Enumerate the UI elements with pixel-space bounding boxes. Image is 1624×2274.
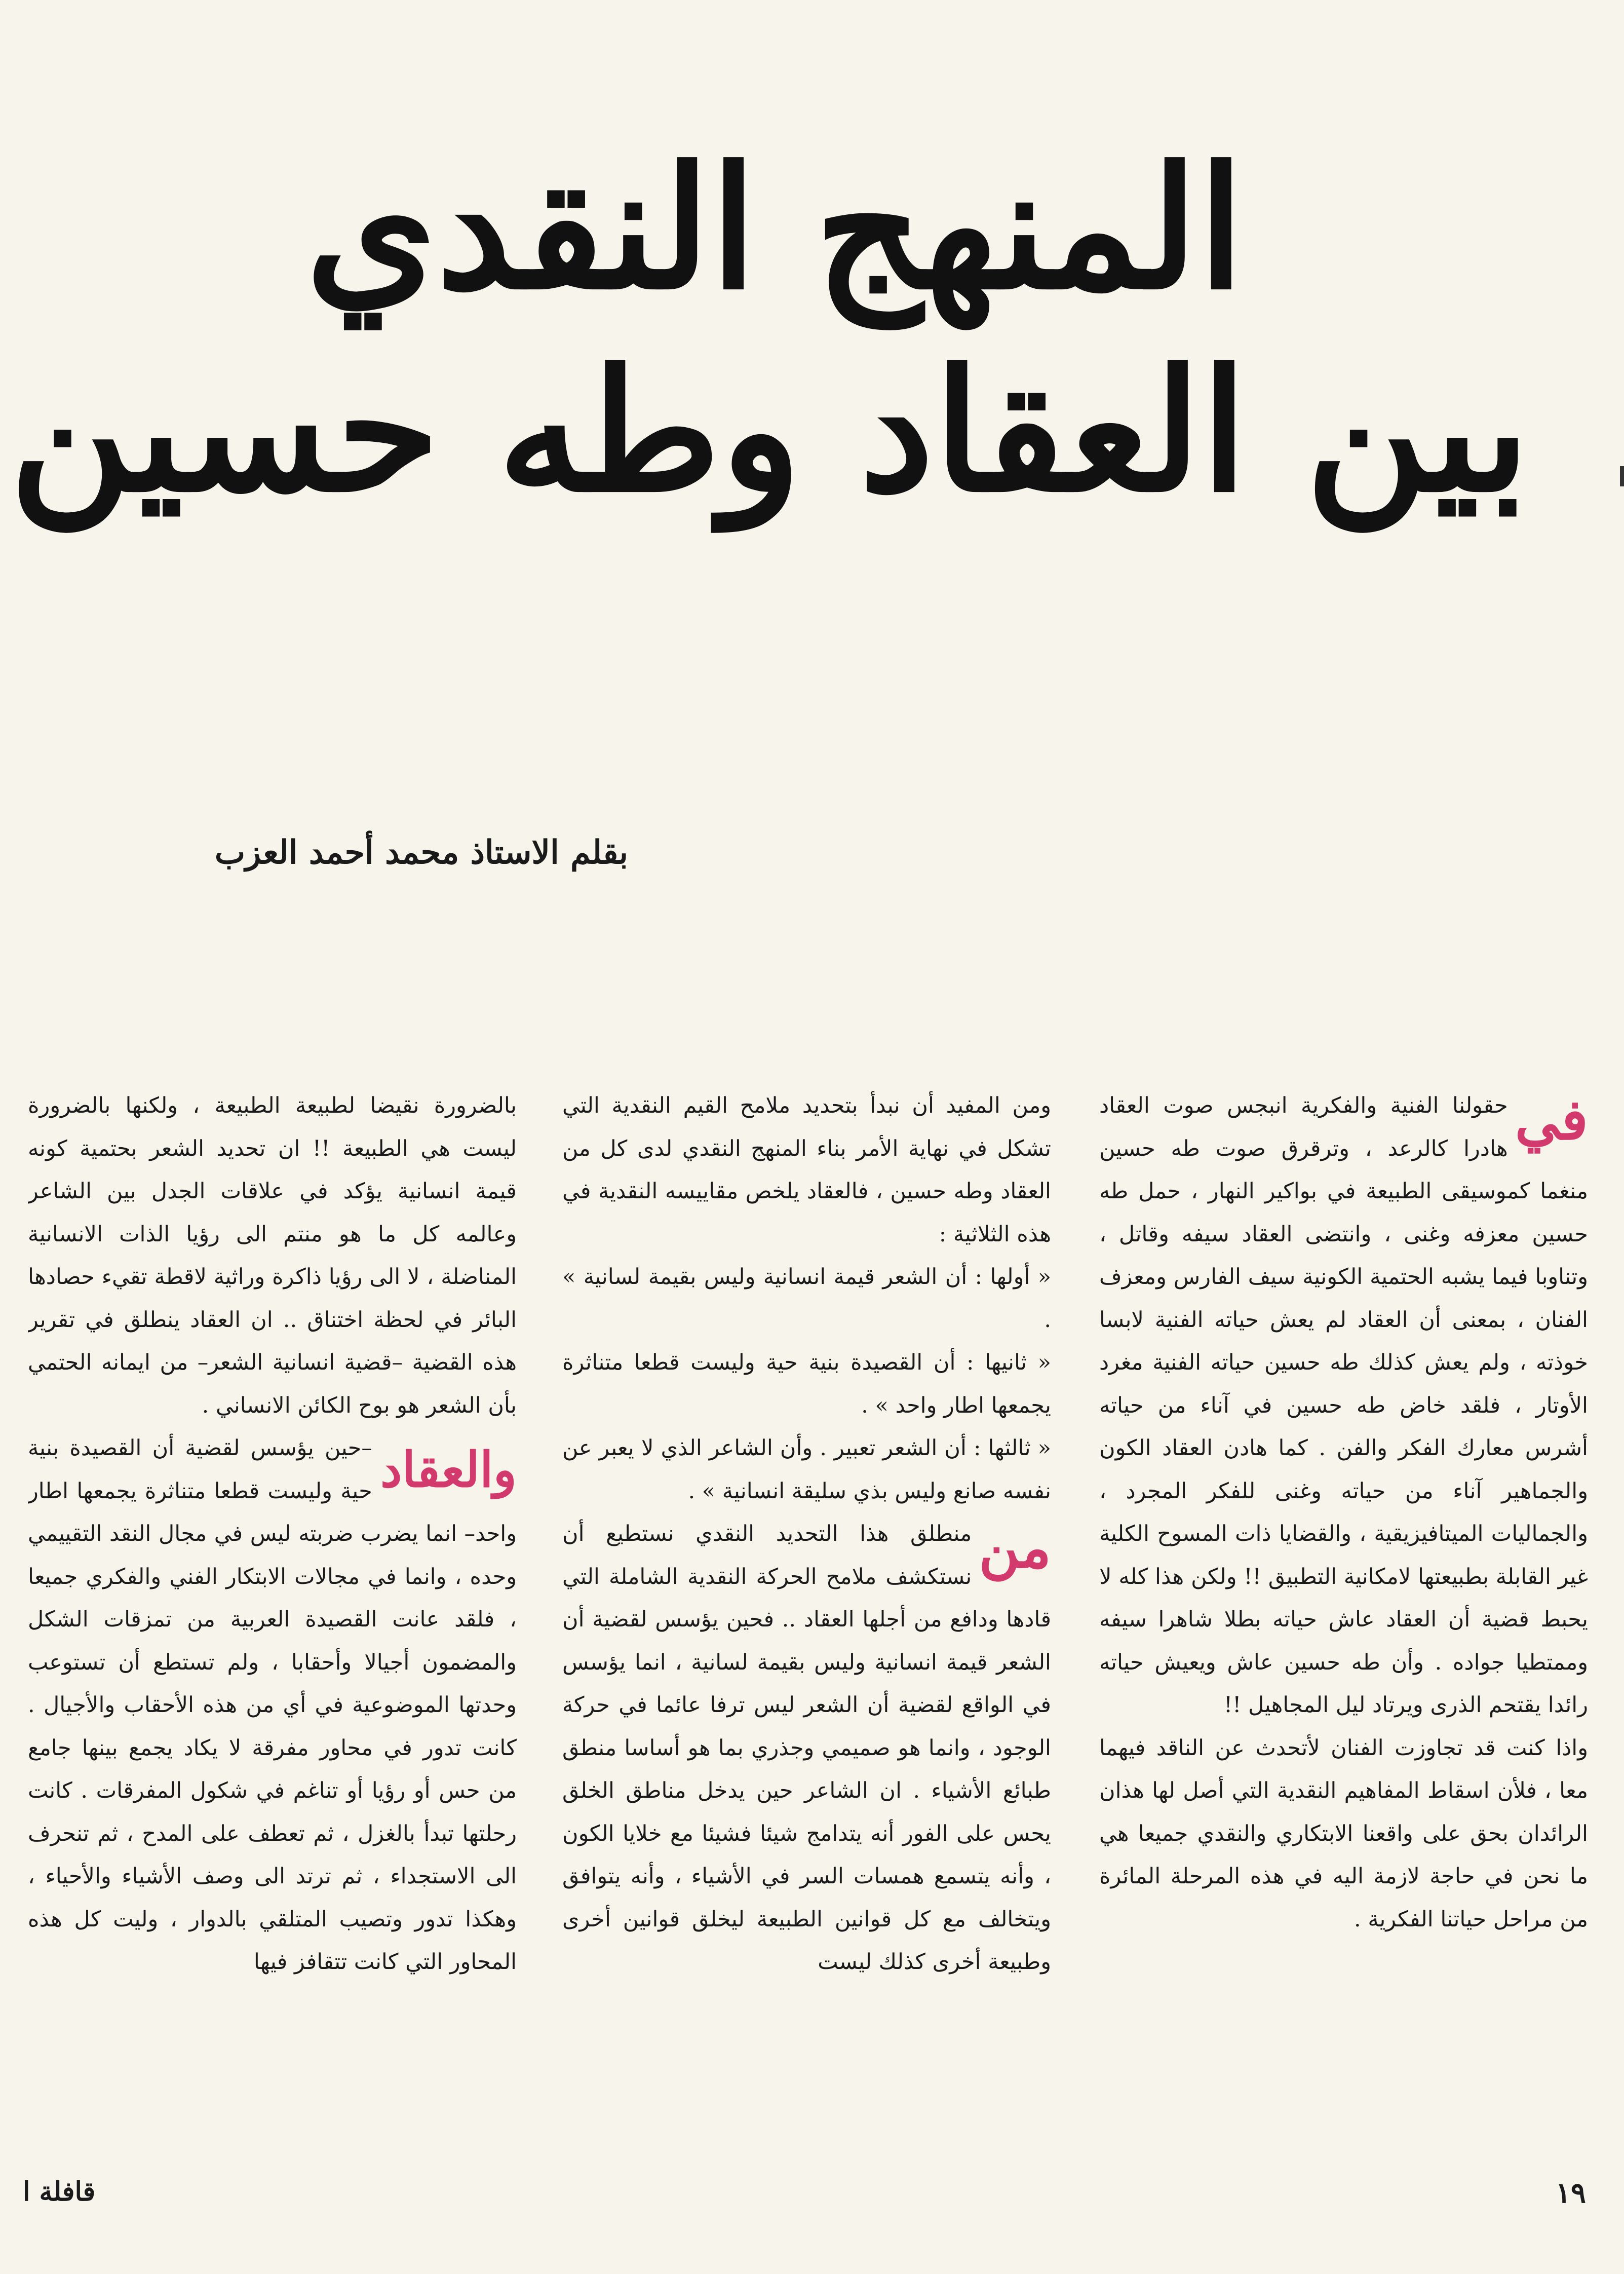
paragraph-text: –حين يؤسس لقضية أن القصيدة بنية حية وليست قطعا متناثرة يجمعها اطار واحد– انما يضرب ضربته ليس في مجال النقد التقييمي وحده ، وانما في مجالات الابتكار الفني والفكري جميعا ، فلقد عانت القصيدة العربية من تمزقات الشكل والمضمون أجيالا وأحقابا ، ولم تستطع أن تستوعب وحدتها الموضوعية في أي من هذه الأحقاب والأجيال . كانت تدور في محاور مفرقة لا يكاد يجمع بينها جامع من حس أو رؤيا أو تناغم في شكول المفرقات . كانت رحلتها تبدأ بالغزل ، ثم تعطف على المدح ، ثم تنحرف الى الاستجداء ، ثم ترتد الى وصف الأشياء والأحياء ، وهكذا تدور وتصيب المتلقي بالدوار ، وليت كل هذه المحاور التي كانت تتقافز فيها xyxy=(28,1435,517,1975)
paragraph-text: حقولنا الفنية والفكرية انبجس صوت العقاد هادرا كالرعد ، وترقرق صوت طه حسين منغما كموسيقى الطبيعة في بواكير النهار ، حمل طه حسين معزفه وغنى ، وانتضى العقاد سيفه وقاتل ، وتناوبا فيما يشبه الحتمية الكونية سيف الفارس ومعزف الفنان ، بمعنى أن العقاد لم يعش حياته الفنية لابسا خوذته ، ولم يعش كذلك طه حسين حياته الفنية مغرد الأوتار ، فلقد خاض طه حسين في آناء من حياته أشرس معارك الفكر والفن . كما هادن العقاد الكون والجماهير آناء من حياته وغنى للفكر المجرد ، والجماليات الميتافيزيقية ، والقضايا ذات المسوح الكلية غير القابلة بطبيعتها لامكانية التطبيق !! ولكن هذا كله لا يحبط قضية أن العقاد عاش حياته بطلا شاهرا سيفه وممتطيا جواده . وأن طه حسين عاش ويعيش حياته رائدا يقتحم الذرى ويرتاد ليل المجاهيل !! xyxy=(1099,1093,1588,1718)
magazine-name: قافلة ا xyxy=(23,2176,96,2207)
page-number: ١٩ xyxy=(1555,2176,1586,2210)
paragraph: واذا كنت قد تجاوزت الفنان لأتحدث عن الناقد فيهما معا ، فلأن اسقاط المفاهيم النقدية التي أصل لها هذان الرائدان بحق على واقعنا الابتكاري والنقدي جميعا هي ما نحن في حاجة لازمة اليه في هذه المرحلة المائرة من مراحل حياتنا الفكرية . xyxy=(1099,1735,1588,1932)
criteria-item-2: « ثانيها : أن القصيدة بنية حية وليست قطعا متناثرة يجمعها اطار واحد » . xyxy=(562,1350,1051,1418)
column-2 xyxy=(562,1084,1051,2128)
paragraph: ومن المفيد أن نبدأ بتحديد ملامح القيم النقدية التي تشكل في نهاية الأمر بناء المنهج النقدي لدى كل من العقاد وطه حسين ، فالعقاد يلخص مقاييسه النقدية في هذه الثلاثية : xyxy=(562,1093,1051,1247)
article-title xyxy=(9,127,1530,532)
edge-mark xyxy=(1620,466,1624,486)
criteria-item-1: « أولها : أن الشعر قيمة انسانية وليس بقيمة لسانية » . xyxy=(562,1264,1051,1333)
section-head: والعقاد xyxy=(380,1441,517,1498)
title-line-2: بين العقاد وطه حسين xyxy=(9,332,1530,529)
paragraph-text: منطلق هذا التحديد النقدي نستطيع أن نستكشف ملامح الحركة النقدية الشاملة التي قادها ودافع من أجلها العقاد .. فحين يؤسس لقضية أن الشعر قيمة انسانية وليس بقيمة لسانية ، انما يؤسس في الواقع لقضية أن الشعر ليس ترفا عائما في حركة الوجود ، وانما هو صميمي وجذري بما هو أساسا منطق طبائع الأشياء . ان الشاعر حين يدخل مناطق الخلق يحس على الفور أنه يتدامج شيئا فشيئا مع خلايا الكون ، وأنه يتسمع همسات السر في الأشياء ، وأنه يتوافق ويتخالف مع كل قوانين الطبيعة ليخلق قوانين أخرى وطبيعة أخرى كذلك ليست xyxy=(562,1521,1051,1975)
column-1 xyxy=(1099,1084,1588,2128)
byline: بقلم الاستاذ محمد أحمد العزب xyxy=(214,833,628,871)
paragraph xyxy=(562,1512,1051,1984)
article-body xyxy=(23,1084,1588,2128)
criteria-item-3: « ثالثها : أن الشعر تعبير . وأن الشاعر الذي لا يعبر عن نفسه صانع وليس بذي سليقة انسانية » . xyxy=(562,1435,1051,1504)
column-3 xyxy=(28,1084,517,2128)
title-line-1: المنهج النقدي xyxy=(305,130,1245,326)
dropcap: من xyxy=(979,1515,1051,1580)
paragraph xyxy=(1099,1084,1588,1727)
paragraph xyxy=(28,1427,517,1984)
dropcap: في xyxy=(1515,1087,1588,1152)
paragraph: بالضرورة نقيضا لطبيعة الطبيعة ، ولكنها بالضرورة ليست هي الطبيعة !! ان تحديد الشعر بحتمية كونه قيمة انسانية يؤكد في علاقات الجدل بين الشاعر وعالمه كل ما هو منتم الى رؤيا الذات الانسانية المناضلة ، لا الى رؤيا ذاكرة وراثية لاقطة تقيء حصادها البائر في لحظة اختناق .. ان العقاد ينطلق في تقرير هذه القضية –قضية انسانية الشعر– من ايمانه الحتمي بأن الشعر هو بوح الكائن الانساني . xyxy=(28,1093,517,1418)
